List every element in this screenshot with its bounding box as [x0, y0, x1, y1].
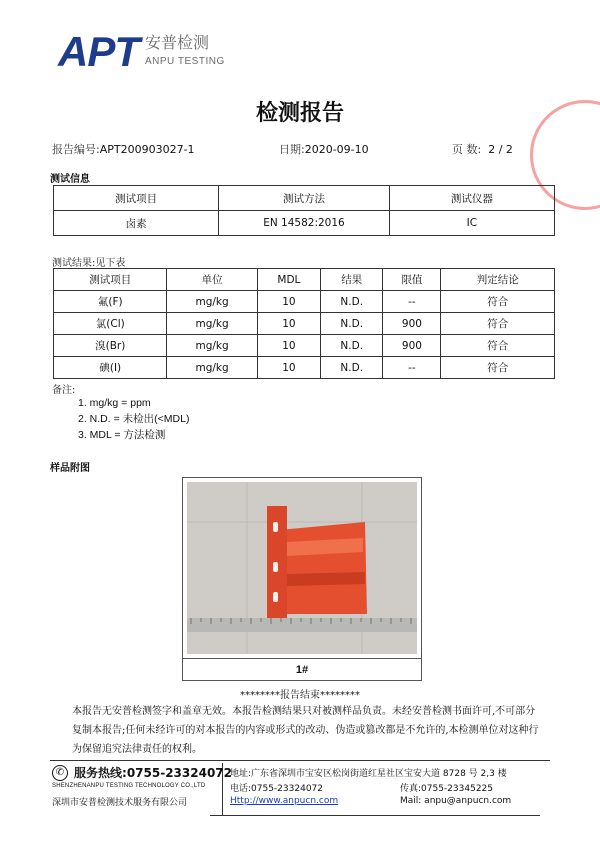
table-row: 卤素 EN 14582:2016 IC [54, 211, 555, 236]
company-address: 地址:广东省深圳市宝安区松岗街道红星社区宝安大道 8728 号 2,3 楼 [230, 769, 507, 779]
table-header: 测试项目 [54, 269, 167, 291]
company-logo [58, 28, 225, 75]
logo-name-cn: 安普检测 [145, 33, 210, 52]
table-header: 结果 [321, 269, 383, 291]
table-header: 限值 [383, 269, 441, 291]
photo-caption: 1# [183, 658, 421, 680]
company-name-cn: 深圳市安普检测技术服务有限公司 [52, 798, 188, 808]
disclaimer-text: 本报告无安普检测签字和盖章无效。本报告检测结果只对被测样品负责。未经安普检测书面许可,不可部分复制本报告;任何未经许可的对本报告的内容或形式的改动、伪造或篡改都是不允许的,本检测单位对这种行为保留追究法律责任的权利。 [72, 706, 539, 755]
company-email: Mail: anpu@anpucn.com [400, 796, 512, 806]
test-info-table [53, 185, 555, 236]
footer-divider-bottom [210, 815, 540, 816]
results-heading: 测试结果:见下表 [52, 258, 126, 269]
table-header: 测试项目 [54, 186, 219, 211]
table-row: 氟(F) mg/kg 10 N.D. -- 符合 [54, 291, 555, 313]
notes-list [78, 395, 189, 443]
table-header: MDL [257, 269, 320, 291]
logo-mark: APT [58, 28, 139, 75]
table-header: 单位 [167, 269, 257, 291]
table-header: 判定结论 [441, 269, 555, 291]
logo-name-en: ANPU TESTING [145, 56, 225, 67]
sample-photo [187, 482, 417, 654]
list-item: 3. MDL = 方法检测 [78, 429, 166, 441]
footer-divider [50, 760, 550, 761]
phone-icon: ✆ [52, 765, 68, 781]
service-hotline: ✆ 服务热线: 0755-23324072 [52, 764, 232, 781]
company-name-en: SHENZHENANPU TESTING TECHNOLOGY CO.,LTD [52, 783, 206, 789]
table-header: 测试方法 [219, 186, 389, 211]
notes-heading: 备注: [52, 385, 76, 396]
table-row: 溴(Br) mg/kg 10 N.D. 900 符合 [54, 335, 555, 357]
table-row: 碘(I) mg/kg 10 N.D. -- 符合 [54, 357, 555, 379]
report-number: 报告编号:APT200903027-1 [52, 143, 195, 156]
company-phone: 电话:0755-23324072 [230, 784, 323, 794]
table-header: 测试仪器 [389, 186, 554, 211]
report-date: 日期:2020-09-10 [279, 143, 369, 156]
page-title: 检测报告 [255, 101, 344, 126]
company-fax: 传真:0755-23345225 [400, 784, 493, 794]
table-row: 氯(Cl) mg/kg 10 N.D. 900 符合 [54, 313, 555, 335]
sample-photo-frame [182, 477, 422, 681]
sample-heading: 样品附图 [50, 463, 90, 474]
test-info-heading: 测试信息 [50, 174, 90, 185]
list-item: 1. mg/kg = ppm [78, 397, 151, 409]
page-count: 页 数: 2 / 2 [452, 143, 513, 156]
report-end-mark: ********报告结束******** [240, 690, 360, 701]
list-item: 2. N.D. = 未检出(<MDL) [78, 413, 190, 425]
website-link[interactable]: Http://www.anpucn.com [230, 796, 339, 806]
results-table [53, 268, 555, 379]
